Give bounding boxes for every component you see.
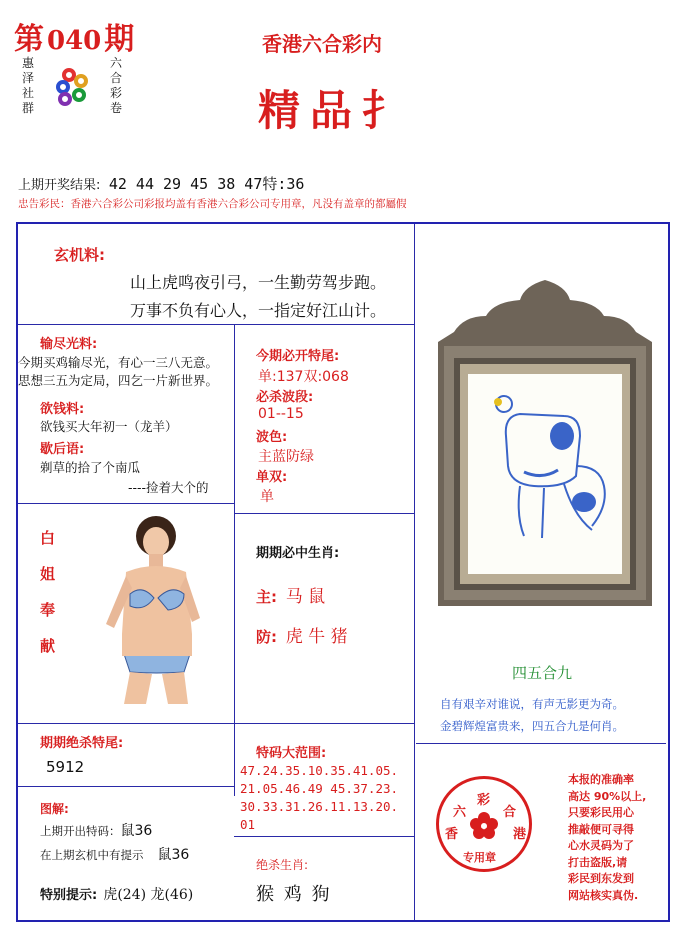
zhongsheng-fang (256, 622, 348, 647)
tewei-title: 今期必开特尾: (256, 349, 340, 364)
tema-title: 特码大范围: (256, 746, 327, 761)
vertical-char: 献 (40, 637, 56, 655)
last-results (18, 173, 304, 194)
stamp-char: 香 (445, 827, 459, 842)
side-char: 泽 (22, 71, 35, 85)
side-text-left (22, 56, 36, 116)
zhongsheng-main (256, 582, 325, 607)
tujie-line-1 (40, 820, 152, 840)
bose-title: 波色: (256, 430, 288, 445)
jueshawei-title: 期期绝杀特尾: (40, 736, 124, 751)
tujie-label: 上期开出特码： (40, 824, 121, 838)
side-char: 卷 (110, 101, 123, 115)
tujie-value: 鼠36 (120, 823, 153, 839)
frame-caption: 四五合九 (512, 664, 573, 682)
accuracy-notice (568, 772, 646, 904)
poem-line-1: 自有艰辛对谁说，有声无影更为奇。 (440, 697, 624, 711)
shuajin-line-1: 今期买鸡输尽光，有心一三八无意。 (18, 355, 219, 370)
tebie-label: 特别提示: (40, 888, 98, 903)
xuanji-line-1: 山上虎鸣夜引弓，一生勤劳驾步跑。 (130, 273, 387, 292)
jueshasheng-title: 绝杀生肖: (256, 858, 309, 872)
tewei-danshuang: 单:137双:068 (258, 369, 349, 385)
tujie-label: 在上期玄机中有提示 (40, 848, 144, 862)
fang-value: 虎 牛 猪 (285, 627, 348, 647)
official-stamp (436, 776, 532, 872)
bosha-title: 必杀波段: (256, 390, 314, 405)
side-char: 社 (22, 86, 35, 100)
tema-line: 21.05.46.49 45.37.23. (240, 781, 399, 796)
jueshawei-value: 5912 (46, 758, 85, 776)
ornate-frame-cow-picture (424, 276, 666, 616)
xiehou-line-2: ----捡着大个的 (128, 480, 209, 495)
bai-jie-vertical (40, 520, 55, 664)
notice-line: 本报的准确率 (568, 773, 634, 786)
side-text-right (110, 56, 124, 116)
tebie-hint (40, 884, 193, 904)
issue-number-value: 040 (47, 26, 102, 56)
results-label: 上期开奖结果: (18, 178, 101, 193)
tema-line: 47.24.35.10.35.41.05. (240, 763, 399, 778)
bose-value: 主蓝防绿 (258, 449, 314, 465)
danshuang-title: 单双: (256, 470, 288, 485)
tema-line: 30.33.31.26.11.13.20. (240, 799, 399, 814)
side-char: 合 (110, 71, 123, 85)
main-label: 主: (256, 588, 277, 606)
main-value: 马 鼠 (285, 587, 326, 607)
zhongsheng-title: 期期必中生肖: (256, 546, 340, 561)
fang-label: 防: (256, 628, 277, 646)
side-char: 群 (22, 101, 35, 115)
issue-suffix: 期 (104, 22, 135, 57)
model-photo (96, 514, 206, 704)
poem-line-2: 金碧辉煌富贵来，四五合九是何肖。 (440, 719, 624, 733)
tebie-value: 虎(24) 龙(46) (103, 887, 194, 903)
flower-icon (469, 811, 499, 841)
stamp-char: 合 (503, 805, 517, 820)
tujie-line-2 (40, 844, 189, 864)
tujie-title: 图解: (40, 802, 69, 816)
results-numbers: 42 44 29 45 38 47特:36 (108, 175, 305, 193)
stamp-char: 港 (513, 827, 527, 842)
danshuang-value: 单 (260, 489, 274, 505)
issue-prefix: 第 (14, 22, 44, 57)
shuajin-line-2: 思想三五为定局，四乞一片新世界。 (18, 373, 219, 388)
side-char: 惠 (22, 56, 35, 70)
yuqian-title: 欲钱料: (40, 402, 85, 417)
side-char: 彩 (110, 86, 123, 100)
issue-number (14, 14, 134, 58)
stamp-char: 六 (453, 805, 467, 820)
xuanji-line-2: 万事不负有心人，一指定好江山计。 (130, 301, 387, 320)
notice-line: 心水灵码为了 (568, 839, 634, 852)
vertical-char: 奉 (40, 601, 56, 619)
stamp-bottom: 专用章 (463, 851, 496, 864)
notice-line: 打击盗版,请 (568, 855, 628, 869)
warning-text: 忠告彩民：香港六合彩公司彩报均盖有香港六合彩公司专用章，凡没有盖章的都屬假 (18, 198, 407, 210)
xiehou-line-1: 剃草的拾了个南瓜 (40, 460, 141, 475)
tujie-value: 鼠36 (157, 847, 190, 863)
lottery-logo-icon (54, 68, 94, 108)
tema-numbers (240, 762, 398, 834)
stamp-char: 彩 (477, 793, 491, 808)
vertical-char: 姐 (40, 565, 56, 583)
side-char: 六 (110, 56, 123, 70)
vertical-char: 白 (40, 529, 56, 547)
notice-line: 彩民到东发到 (568, 872, 634, 885)
top-title: 香港六合彩内 (262, 32, 382, 56)
tema-line: 01 (240, 817, 256, 832)
notice-line: 网站核实真伪. (568, 888, 639, 902)
shuajin-title: 输尽光料: (40, 337, 98, 352)
xuanji-title: 玄机料: (54, 246, 105, 264)
notice-line: 高达 90%以上, (568, 789, 647, 803)
notice-line: 推敲便可寻得 (568, 822, 634, 836)
main-title: 精品扌 (258, 86, 415, 135)
notice-line: 只要彩民用心 (568, 806, 634, 819)
bosha-value: 01--15 (258, 406, 304, 422)
yuqian-text: 欲钱买大年初一（龙羊） (40, 419, 178, 434)
xiehou-title: 歇后语: (40, 442, 85, 457)
jueshasheng-value: 猴 鸡 狗 (256, 884, 332, 905)
